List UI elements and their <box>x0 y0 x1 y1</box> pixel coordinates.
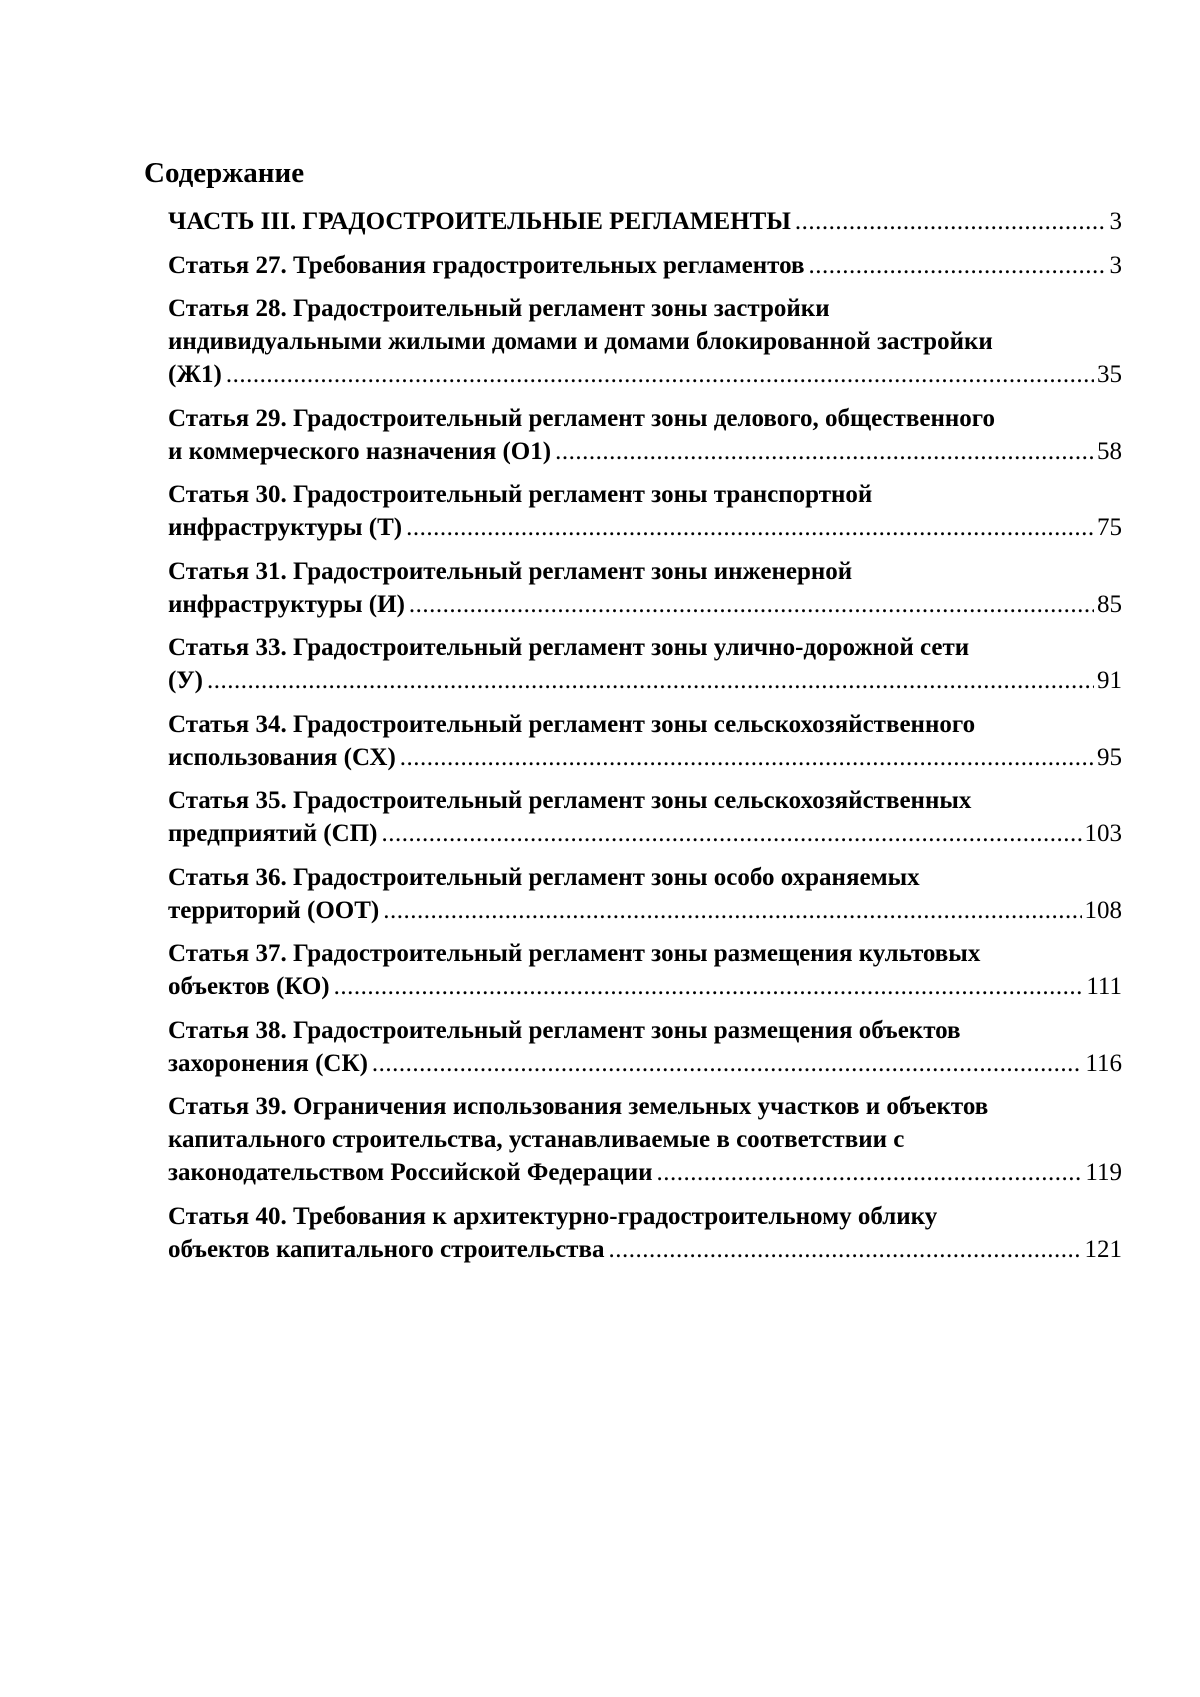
toc-entry[interactable] <box>168 631 1122 697</box>
toc-entry[interactable] <box>168 555 1122 621</box>
toc-dot-leader <box>406 511 1094 544</box>
toc-entry-text: объектов капитального строительства <box>168 1235 605 1263</box>
toc-entry-last-line <box>168 894 1122 927</box>
toc-page-number: 3 <box>1109 208 1122 235</box>
toc-dot-leader <box>226 358 1094 391</box>
toc-entry-text: инфраструктуры (И) <box>168 590 405 618</box>
toc-entry[interactable] <box>168 402 1122 468</box>
toc-entry-line: Статья 33. Градостроительный регламент зоны улично-дорожной сети <box>168 634 970 661</box>
toc-page-number: 95 <box>1097 743 1122 771</box>
toc-entry[interactable] <box>168 1200 1122 1266</box>
toc-entry[interactable] <box>168 861 1122 927</box>
toc-entry[interactable] <box>168 1014 1122 1080</box>
toc-page-number: 35 <box>1097 361 1122 388</box>
toc-entry-text: Статья 27. Требования градостроительных регламентов <box>168 251 805 279</box>
toc-entry-line: Статья 31. Градостроительный регламент зоны инженерной <box>168 557 853 585</box>
toc-entry-last-line <box>168 664 1122 697</box>
toc-entry-last-line <box>168 205 1122 238</box>
toc-entry-text: ЧАСТЬ III. ГРАДОСТРОИТЕЛЬНЫЕ РЕГЛАМЕНТЫ <box>168 208 791 235</box>
table-of-contents <box>168 205 1122 1276</box>
toc-entry-line: Статья 28. Градостроительный регламент зоны застройки <box>168 295 830 322</box>
toc-page-number: 119 <box>1085 1159 1122 1186</box>
toc-entry-last-line <box>168 358 1122 391</box>
toc-entry[interactable] <box>168 205 1122 238</box>
toc-entry-line: Статья 38. Градостроительный регламент зоны размещения объектов <box>168 1016 961 1044</box>
toc-dot-leader <box>207 664 1094 697</box>
toc-entry-text: захоронения (СК) <box>168 1049 368 1077</box>
toc-page-number: 58 <box>1097 437 1122 465</box>
toc-entry-line: Статья 39. Ограничения использования земельных участков и объектов <box>168 1093 989 1120</box>
toc-entry-text: (У) <box>168 667 203 694</box>
toc-dot-leader <box>409 588 1094 621</box>
toc-entry[interactable] <box>168 708 1122 774</box>
toc-page-number: 116 <box>1085 1049 1122 1077</box>
toc-page-number: 85 <box>1097 590 1122 618</box>
toc-dot-leader <box>381 817 1081 850</box>
toc-entry-last-line <box>168 588 1122 621</box>
toc-entry-last-line <box>168 741 1122 774</box>
toc-page-number: 91 <box>1097 667 1122 694</box>
toc-entry-last-line <box>168 1156 1122 1189</box>
toc-entry-line: капитального строительства, устанавливаемые в соответствии с <box>168 1126 905 1153</box>
toc-entry-text: территорий (ООТ) <box>168 896 380 924</box>
toc-entry-line: Статья 36. Градостроительный регламент зоны особо охраняемых <box>168 863 920 891</box>
toc-entry-last-line <box>168 511 1122 544</box>
toc-entry[interactable] <box>168 937 1122 1003</box>
toc-entry-line: Статья 37. Градостроительный регламент зоны размещения культовых <box>168 940 981 967</box>
toc-entry[interactable] <box>168 478 1122 544</box>
toc-entry[interactable] <box>168 292 1122 391</box>
toc-entry-line: Статья 34. Градостроительный регламент зоны сельскохозяйственного <box>168 710 976 738</box>
toc-dot-leader <box>400 741 1094 774</box>
toc-entry-line: Статья 30. Градостроительный регламент зоны транспортной <box>168 481 873 508</box>
toc-page-number: 108 <box>1084 896 1122 924</box>
toc-entry[interactable] <box>168 249 1122 282</box>
toc-entry-text: (Ж1) <box>168 361 222 388</box>
toc-page-number: 111 <box>1086 973 1122 1000</box>
toc-entry-text: объектов (КО) <box>168 973 330 1000</box>
toc-entry-text: предприятий (СП) <box>168 820 378 847</box>
toc-page-number: 121 <box>1084 1235 1122 1263</box>
toc-entry-last-line <box>168 1047 1122 1080</box>
toc-entry-line: индивидуальными жилыми домами и домами блокированной застройки <box>168 328 993 355</box>
toc-dot-leader <box>795 205 1107 238</box>
toc-entry-text: и коммерческого назначения (О1) <box>168 437 552 465</box>
toc-dot-leader <box>383 894 1081 927</box>
toc-page-number: 3 <box>1109 251 1122 279</box>
toc-entry[interactable] <box>168 1090 1122 1189</box>
toc-entry[interactable] <box>168 784 1122 850</box>
toc-entry-line: Статья 40. Требования к архитектурно-градостроительному облику <box>168 1202 938 1230</box>
toc-entry-last-line <box>168 1233 1122 1266</box>
toc-entry-text: законодательством Российской Федерации <box>168 1159 653 1186</box>
toc-dot-leader <box>808 249 1106 282</box>
toc-entry-text: использования (СХ) <box>168 743 396 771</box>
toc-entry-last-line <box>168 970 1122 1003</box>
toc-entry-line: Статья 29. Градостроительный регламент зоны делового, общественного <box>168 404 995 432</box>
toc-title: Содержание <box>144 157 305 189</box>
toc-dot-leader <box>334 970 1084 1003</box>
toc-dot-leader <box>657 1156 1083 1189</box>
toc-entry-line: Статья 35. Градостроительный регламент зоны сельскохозяйственных <box>168 787 972 814</box>
toc-dot-leader <box>372 1047 1083 1080</box>
toc-entry-text: инфраструктуры (Т) <box>168 514 403 541</box>
toc-page-number: 75 <box>1097 514 1122 541</box>
toc-entry-last-line <box>168 435 1122 468</box>
toc-entry-last-line <box>168 817 1122 850</box>
toc-entry-last-line <box>168 249 1122 282</box>
toc-dot-leader <box>555 435 1094 468</box>
toc-dot-leader <box>608 1233 1081 1266</box>
toc-page-number: 103 <box>1084 820 1122 847</box>
